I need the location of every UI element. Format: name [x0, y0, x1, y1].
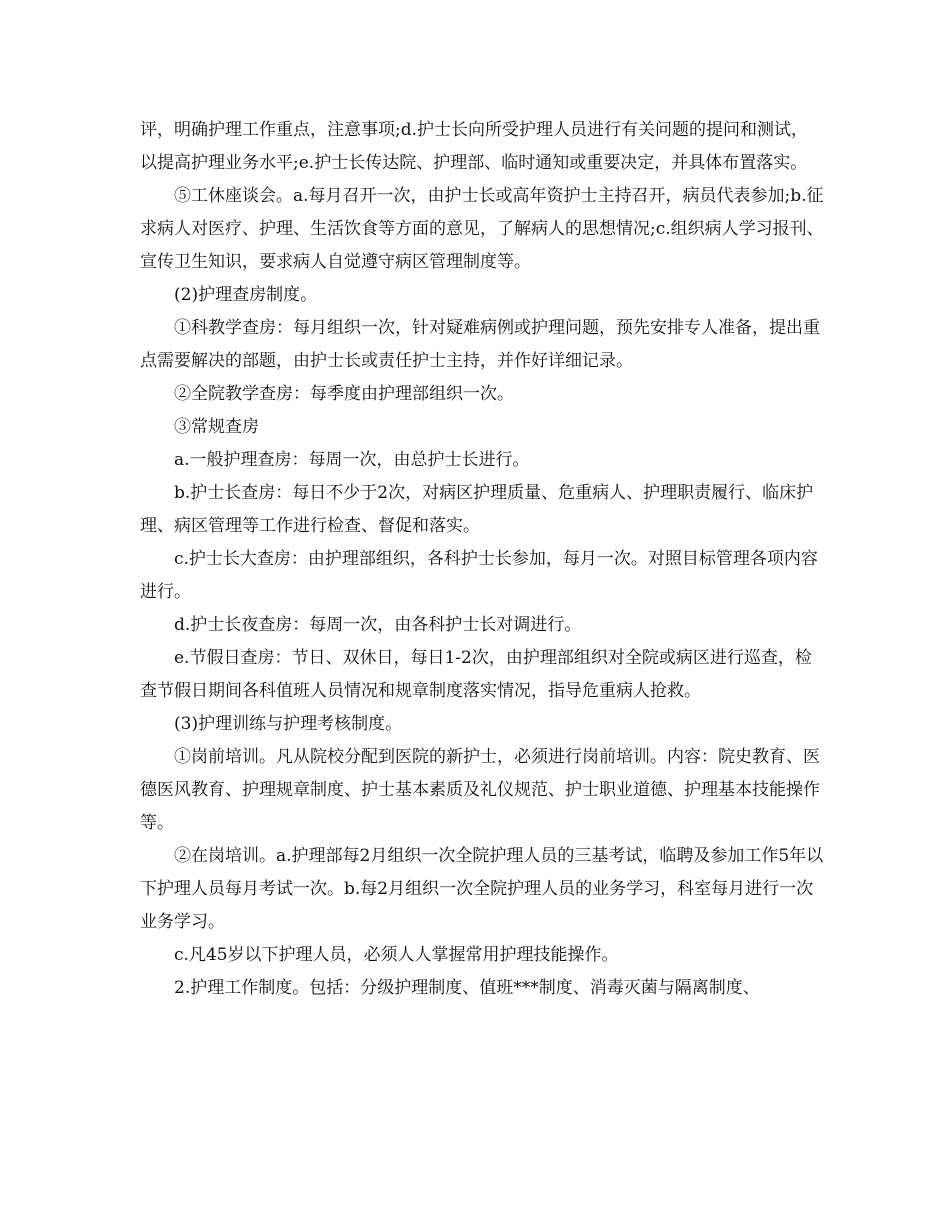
paragraph-work-rest-meeting: ⑤工休座谈会。a.每月召开一次，由护士长或高年资护士主持召开，病员代表参加;b.征求病人对医疗、护理、生活饮食等方面的意见，了解病人的思想情况;c.组织病人学习报刊、宣传卫生知识，要求病人自觉遵守病区管理制度等。 — [140, 186, 824, 272]
heading-training-assessment: (3)护理训练与护理考核制度。 — [174, 714, 403, 734]
paragraph-dept-teaching-rounds: ①科教学查房：每月组织一次，针对疑难病例或护理问题，预先安排专人准备，提出重点需要解决的部题，由护士长或责任护士主持，并作好详细记录。 — [140, 318, 820, 371]
paragraph-on-job-training: ②在岗培训。a.护理部每2月组织一次全院护理人员的三基考试，临聘及参加工作5年以下护理人员每月考试一次。b.每2月组织一次全院护理人员的业务学习，科室每月进行一次业务学习。 — [140, 846, 824, 932]
paragraph-night-rounds: d.护士长夜查房：每周一次，由各科护士长对调进行。 — [174, 615, 582, 635]
paragraph-work-system: 2.护理工作制度。包括：分级护理制度、值班***制度、消毒灭菌与隔离制度、 — [174, 978, 760, 998]
paragraph-holiday-rounds: e.节假日查房：节日、双休日，每日1-2次，由护理部组织对全院或病区进行巡查，检查节假日期间各科值班人员情况和规章制度落实情况，指导危重病人抢救。 — [140, 648, 812, 701]
paragraph-routine-rounds: ③常规查房 — [174, 417, 259, 437]
paragraph-continuation: 评，明确护理工作重点，注意事项;d.护士长向所受护理人员进行有关问题的提问和测试，以提高护理业务水平;e.护士长传达院、护理部、临时通知或重要决定，并具体布置落实。 — [140, 120, 809, 173]
heading-nursing-rounds: (2)护理查房制度。 — [174, 285, 318, 305]
paragraph-head-nurse-rounds: b.护士长查房：每日不少于2次，对病区护理质量、危重病人、护理职责履行、临床护理、病区管理等工作进行检查、督促和落实。 — [140, 483, 814, 536]
paragraph-pre-job-training: ①岗前培训。凡从院校分配到医院的新护士，必须进行岗前培训。内容：院史教育、医德医风教育、护理规章制度、护士基本素质及礼仪规范、护士职业道德、护理基本技能操作等。 — [140, 747, 820, 833]
paragraph-hospital-teaching-rounds: ②全院教学查房：每季度由护理部组织一次。 — [174, 384, 514, 404]
paragraph-major-rounds: c.护士长大查房：由护理部组织，各科护士长参加，每月一次。对照目标管理各项内容进行。 — [140, 549, 818, 602]
document-body — [140, 114, 824, 1005]
paragraph-skills-requirement: c.凡45岁以下护理人员，必须人人掌握常用护理技能操作。 — [174, 945, 619, 965]
paragraph-general-rounds: a.一般护理查房：每周一次，由总护士长进行。 — [174, 450, 530, 470]
